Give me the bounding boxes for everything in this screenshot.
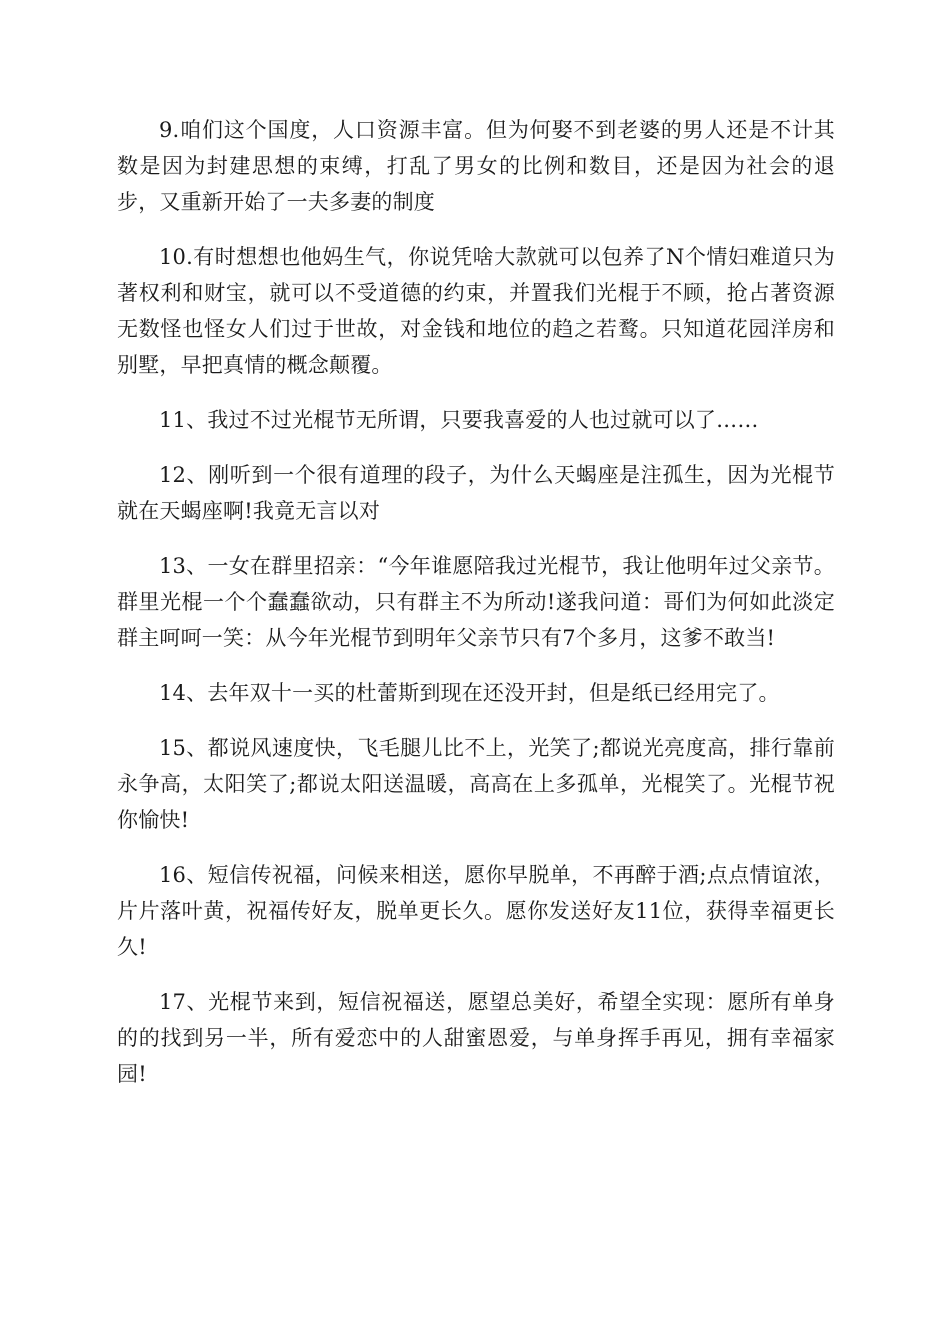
paragraph-9: 9.咱们这个国度，人口资源丰富。但为何娶不到老婆的男人还是不计其数是因为封建思想的束缚，打乱了男女的比例和数目，还是因为社会的退步，又重新开始了一夫多妻的制度 xyxy=(117,118,835,214)
document-body xyxy=(117,112,835,1111)
paragraph-13: 13、一女在群里招亲：“今年谁愿陪我过光棍节，我让他明年过父亲节。群里光棍一个个蠢蠢欲动，只有群主不为所动!遂我问道：哥们为何如此淡定群主呵呵一笑：从今年光棍节到明年父亲节只有7个多月，这爹不敢当! xyxy=(117,554,835,650)
paragraph-17: 17、光棍节来到，短信祝福送，愿望总美好，希望全实现：愿所有单身的的找到另一半，所有爱恋中的人甜蜜恩爱，与单身挥手再见，拥有幸福家园! xyxy=(117,990,835,1086)
paragraph-15: 15、都说风速度快，飞毛腿儿比不上，光笑了;都说光亮度高，排行靠前永争高，太阳笑了;都说太阳送温暖，高高在上多孤单，光棍笑了。光棍节祝你愉快! xyxy=(117,736,835,832)
paragraph-11: 11、我过不过光棍节无所谓，只要我喜爱的人也过就可以了…… xyxy=(159,408,759,432)
paragraph-16: 16、短信传祝福，问候来相送，愿你早脱单，不再醉于酒;点点情谊浓，片片落叶黄，祝福传好友，脱单更长久。愿你发送好友11位，获得幸福更长久! xyxy=(117,863,835,959)
paragraph-14: 14、去年双十一买的杜蕾斯到现在还没开封，但是纸已经用完了。 xyxy=(159,681,780,705)
paragraph-10: 10.有时想想也他妈生气，你说凭啥大款就可以包养了N个情妇难道只为著权利和财宝，就可以不受道德的约束，并置我们光棍于不顾，抢占著资源无数怪也怪女人们过于世故，对金钱和地位的趋之若鹜。只知道花园洋房和别墅，早把真情的概念颠覆。 xyxy=(117,245,835,377)
paragraph-12: 12、刚听到一个很有道理的段子，为什么天蝎座是注孤生，因为光棍节就在天蝎座啊!我竟无言以对 xyxy=(117,463,835,523)
